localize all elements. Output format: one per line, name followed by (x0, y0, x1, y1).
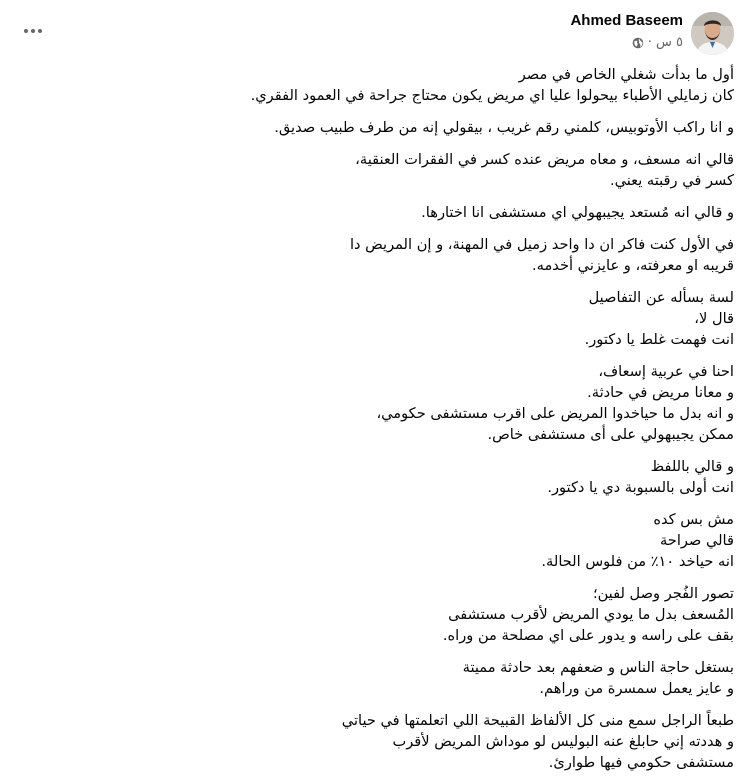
post-paragraph (200, 657, 734, 699)
post-line: كسر في رقبته يعني. (609, 172, 734, 189)
post-line: كان زمايلي الأطباء بيحولوا عليا اي مريض يكون محتاج جراحة في العمود الفقري. (250, 87, 734, 104)
post-line: احنا في عربية إسعاف، (598, 363, 734, 380)
post-timestamp[interactable]: ٥ س · (647, 35, 683, 50)
post-line: طبعاً الراجل سمع منى كل الألفاظ القبيحة اللي اتعلمتها في حياتي (341, 712, 734, 729)
post-line: مش بس كده (653, 511, 734, 528)
post-line: انت أولى بالسبوبة دي يا دكتور. (547, 479, 734, 496)
post-line: و قالي انه مُستعد يجيبهولي اي مستشفى انا اختارها. (421, 204, 734, 221)
post-line: قريبه او معرفته، و عايزني أخدمه. (532, 257, 734, 274)
post-paragraph (200, 64, 734, 106)
post-paragraph (200, 509, 734, 572)
post-line: و قالي باللفظ (650, 458, 734, 475)
post-text (200, 64, 734, 784)
post-line: مستشفى حكومي فيها طوارئ. (548, 754, 734, 771)
dot-icon (31, 29, 35, 33)
post-paragraph (200, 361, 734, 445)
dot-icon (24, 29, 28, 33)
avatar-photo (691, 12, 734, 55)
post-line: بستغل حاجة الناس و ضعفهم بعد حادثة مميتة (462, 659, 734, 676)
post-line: تصور الفُجر وصل لفين؛ (592, 585, 734, 602)
post-line: بقف على راسه و يدور على اي مصلحة من وراه. (442, 627, 734, 644)
post-line: و هددته إني حابلغ عنه البوليس لو موداش المريض لأقرب (392, 733, 734, 750)
post-paragraph (200, 710, 734, 773)
post-line: لسة بسأله عن التفاصيل (588, 289, 734, 306)
post-meta (632, 35, 683, 50)
post-line: و انه بدل ما حياخدوا المريض على اقرب مستشفى حكومي، (376, 405, 734, 422)
globe-icon[interactable] (632, 37, 644, 49)
post-line: ممكن يجيبهولي على أى مستشفى خاص. (487, 426, 734, 443)
post-line: في الأول كنت فاكر ان دا واحد زميل في المهنة، و إن المريض دا (349, 236, 734, 253)
post-paragraph (200, 583, 734, 646)
author-name[interactable]: Ahmed Baseem (570, 12, 683, 29)
post-header (0, 0, 739, 64)
post-line: و انا راكب الأوتوبيس، كلمني رقم غريب ، بيقولي إنه من طرف طبيب صديق. (274, 119, 734, 136)
post-paragraph (200, 117, 734, 138)
post-line: انه حياخد ١٠٪ من فلوس الحالة. (541, 553, 734, 570)
post-line: قال لا، (694, 310, 734, 327)
post-line: أول ما بدأت شغلي الخاص في مصر (518, 66, 734, 83)
post-line: و عايز يعمل سمسرة من وراهم. (539, 680, 734, 697)
post-line: المُسعف بدل ما يودي المريض لأقرب مستشفى (448, 606, 734, 623)
post-paragraph (200, 149, 734, 191)
post-line: و معانا مريض في حادثة. (587, 384, 734, 401)
more-options-button[interactable] (18, 19, 48, 43)
post-line: انت فهمت غلط يا دكتور. (584, 331, 734, 348)
post-paragraph (200, 234, 734, 276)
post-paragraph (200, 202, 734, 223)
post-paragraph (200, 456, 734, 498)
post-paragraph (200, 287, 734, 350)
post-line: قالي صراحة (659, 532, 734, 549)
dot-icon (38, 29, 42, 33)
post-line: قالي انه مسعف، و معاه مريض عنده كسر في الفقرات العنقية، (355, 151, 734, 168)
author-avatar[interactable] (691, 12, 734, 55)
